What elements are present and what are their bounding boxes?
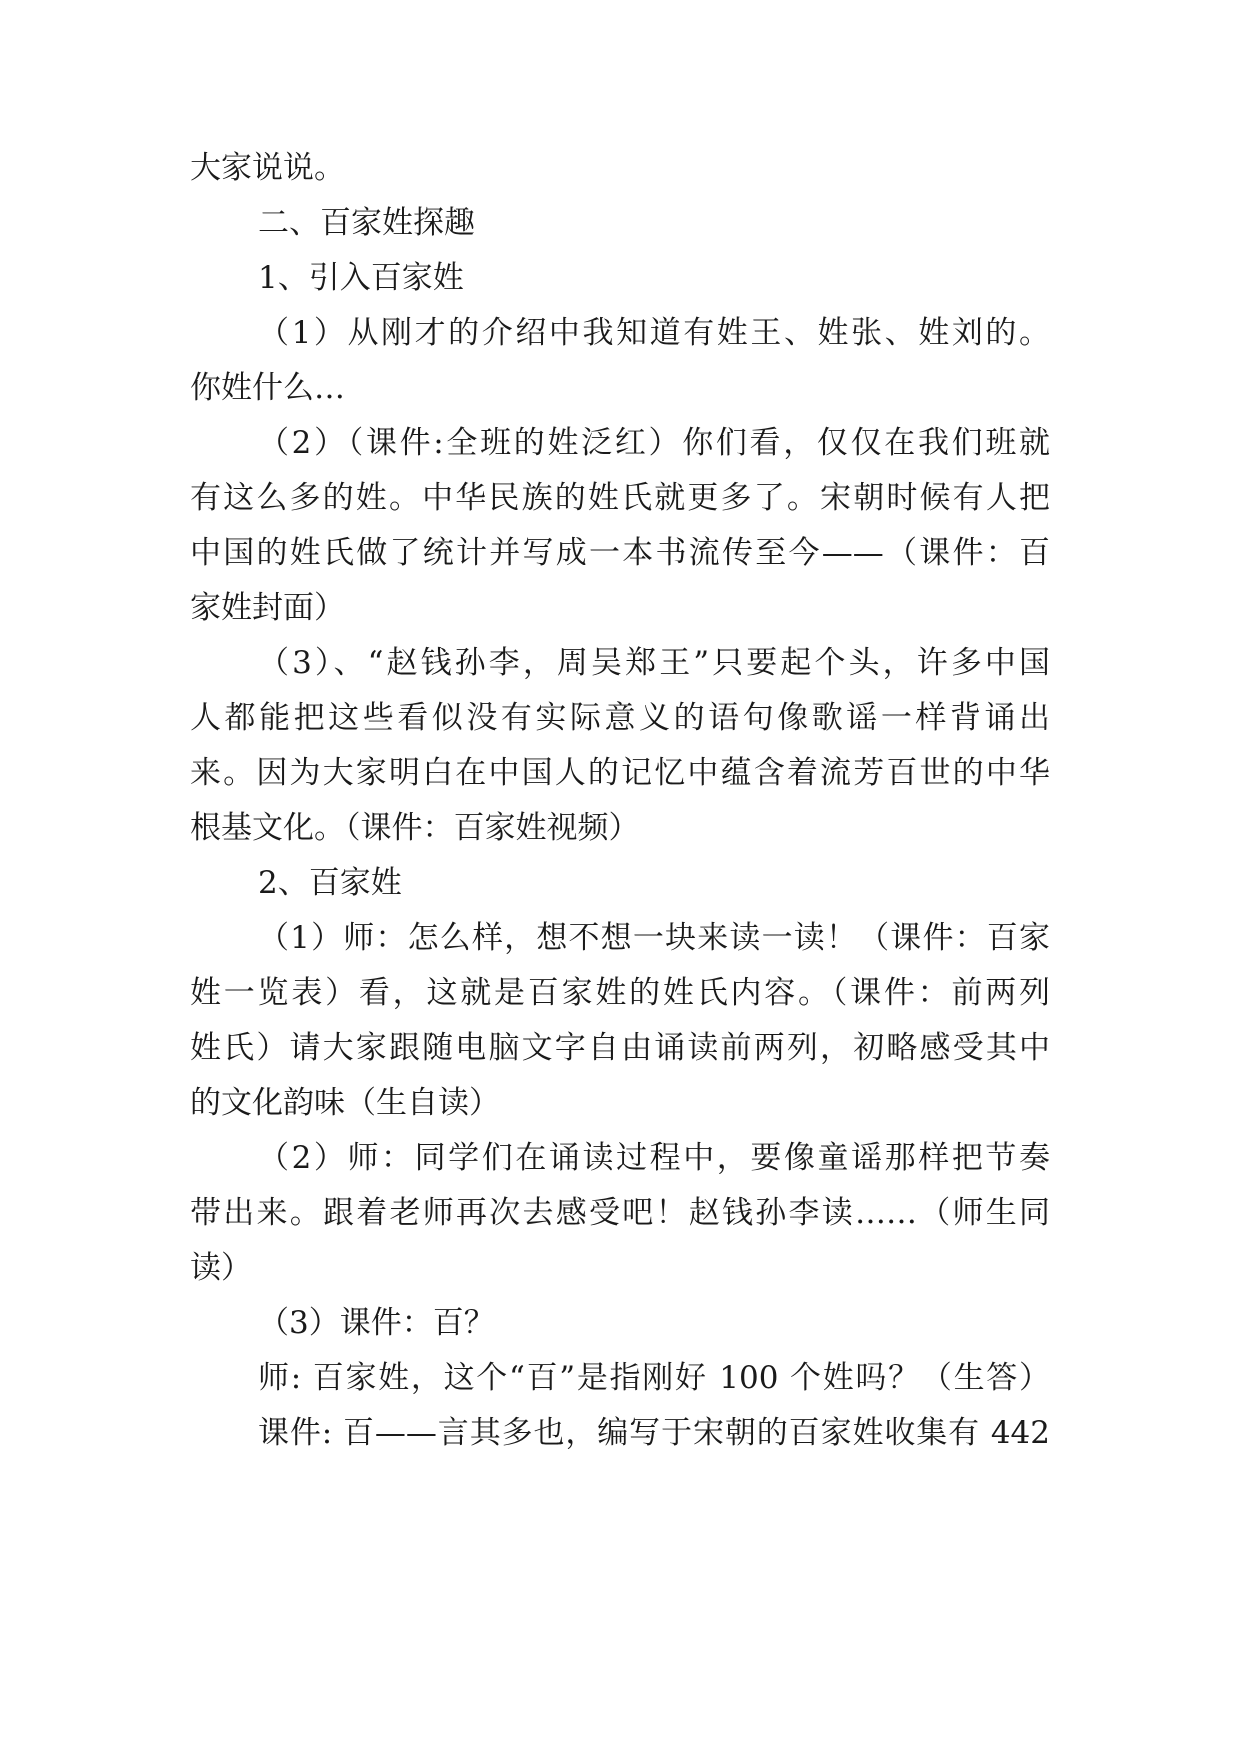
text-line: 姓一览表）看，这就是百家姓的姓氏内容。（课件：前两列 [190, 975, 1050, 1011]
text-line: 来。因为大家明白在中国人的记忆中蕴含着流芳百世的中华 [190, 755, 1050, 791]
text-line: 根基文化。（课件：百家姓视频） [190, 810, 640, 846]
subsection-heading: 1、引入百家姓 [258, 260, 464, 296]
text-line: 的文化韵味（生自读） [190, 1085, 500, 1121]
text-line: （3）课件：百？ [258, 1305, 495, 1341]
text-line: 课件: 百——言其多也，编写于宋朝的百家姓收集有 442 [258, 1415, 1050, 1451]
text-line: 家姓封面） [190, 590, 345, 626]
text-line: （1）师：怎么样，想不想一块来读一读！（课件：百家 [258, 920, 1050, 956]
text-line: 有这么多的姓。中华民族的姓氏就更多了。宋朝时候有人把 [190, 480, 1050, 516]
text-line: 大家说说。 [190, 150, 345, 186]
text-line: （3）、“赵钱孙李，周吴郑王”只要起个头，许多中国 [258, 645, 1050, 681]
text-line: 中国的姓氏做了统计并写成一本书流传至今——（课件：百 [190, 535, 1050, 571]
text-line: （2）（课件:全班的姓泛红）你们看，仅仅在我们班就 [258, 425, 1050, 461]
text-line: 你姓什么… [190, 370, 345, 406]
text-line: （1）从刚才的介绍中我知道有姓王、姓张、姓刘的。 [258, 315, 1050, 351]
section-heading: 二、百家姓探趣 [258, 205, 475, 241]
text-line: 姓氏）请大家跟随电脑文字自由诵读前两列，初略感受其中 [190, 1030, 1050, 1066]
text-line: 人都能把这些看似没有实际意义的语句像歌谣一样背诵出 [190, 700, 1050, 736]
text-line: 师: 百家姓，这个“百”是指刚好 100 个姓吗？（生答） [258, 1360, 1050, 1396]
text-line: 读） [190, 1250, 252, 1286]
text-line: 带出来。跟着老师再次去感受吧！赵钱孙李读……（师生同 [190, 1195, 1050, 1231]
text-line: （2）师：同学们在诵读过程中，要像童谣那样把节奏 [258, 1140, 1050, 1176]
subsection-heading: 2、百家姓 [258, 865, 402, 901]
